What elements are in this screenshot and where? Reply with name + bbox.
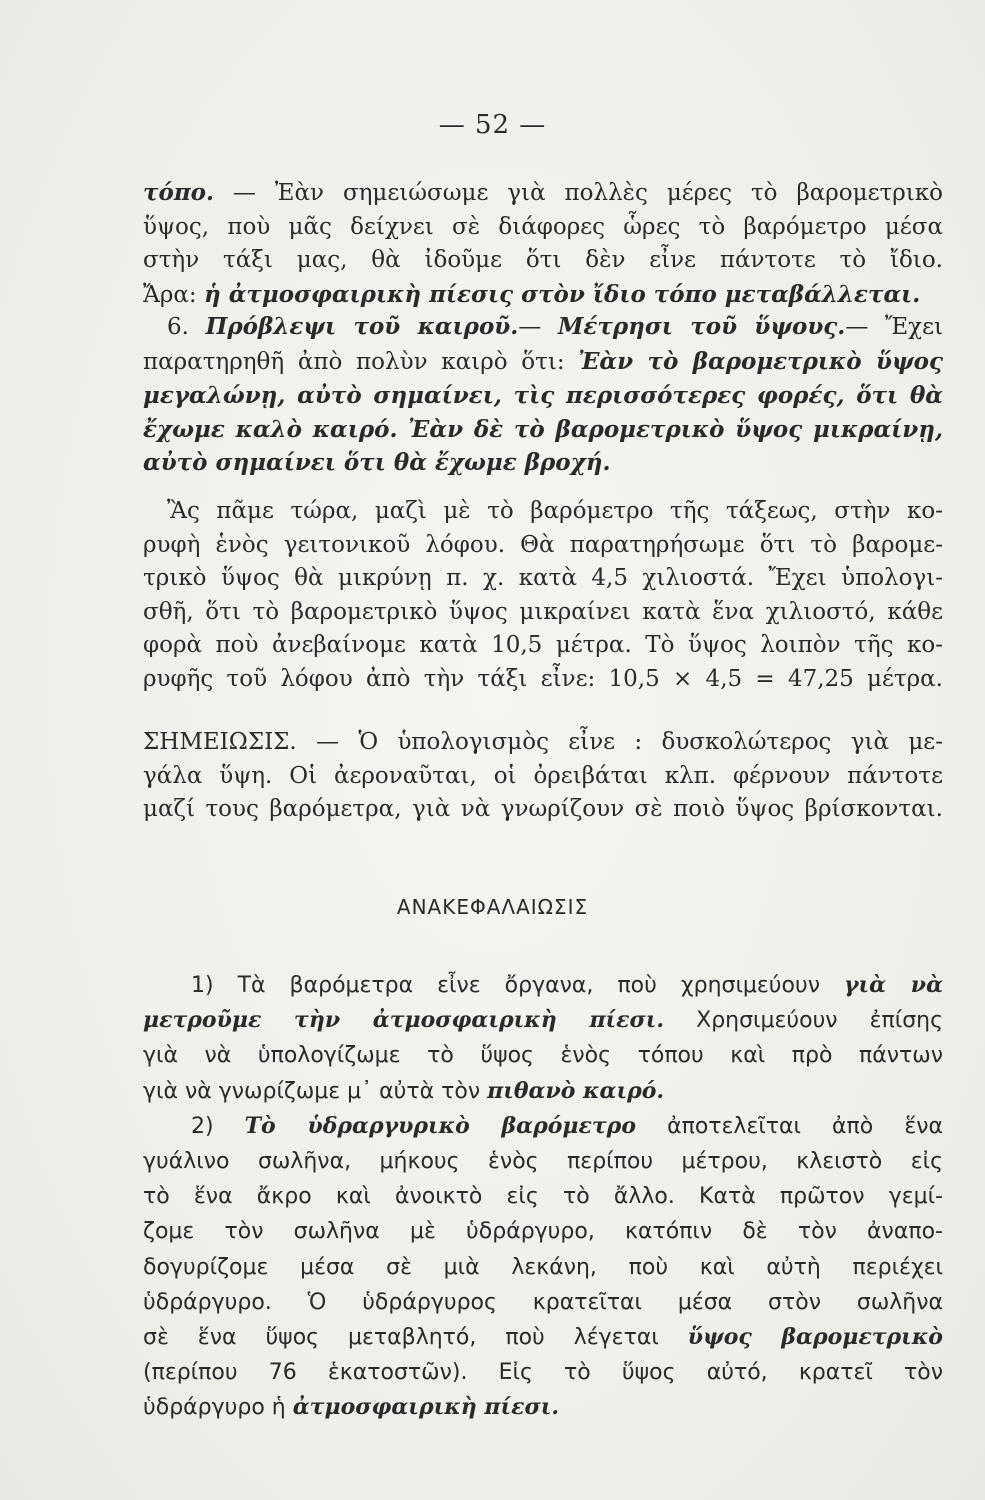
summary-heading: ΑΝΑΚΕΦΑΛΑΙΩΣΙΣ: [396, 895, 589, 919]
text-span: 1) Τὰ βαρόμετρα εἶνε ὄργανα, ποὺ χρησιμεύουν: [191, 973, 845, 998]
text-line: Ἂς πᾶμε τώρα, μαζὶ μὲ τὸ βαρόμετρο τῆς τάξεως, στὴν κο-: [167, 498, 943, 524]
text-line: γυάλινο σωλῆνα, μήκους ἑνὸς περίπου μέτρου, κλειστὸ εἰς: [143, 1149, 943, 1175]
text-line: ὕψος, ποὺ μᾶς δείχνει σὲ διάφορες ὧρες τὸ βαρόμετρο μέσα: [143, 213, 943, 240]
section-title: Πρόβλεψι τοῦ καιροῦ.: [205, 313, 519, 340]
text-line: στὴν τάξι μας, θὰ ἰδοῦμε ὅτι δὲν εἶνε πάντοτε τὸ ἴδιο.: [143, 247, 943, 273]
emphasis-text: ὕψος βαρομετρικὸ: [687, 1324, 943, 1351]
note-label: ΣΗΜΕΙΩΣΙΣ.: [143, 729, 297, 755]
text-line: αὐτὸ σημαίνει ὅτι θὰ ἔχωμε βροχή.: [143, 449, 611, 476]
emphasis-text: μετροῦμε τὴν ἀτμοσφαιρικὴ πίεσι.: [143, 1007, 665, 1034]
text-span: Χρησιμεύουν ἐπίσης: [664, 1008, 943, 1034]
text-line: γιὰ νὰ ὑπολογίζωμε τὸ ὕψος ἑνὸς τόπου καὶ πρὸ πάντων: [143, 1043, 943, 1069]
text-span: Ἄρα:: [143, 281, 204, 308]
text-span: — Ἔχει: [845, 314, 943, 340]
text-span: ὑδράργυρο ἡ: [143, 1395, 293, 1421]
text-line: μαζί τους βαρόμετρα, γιὰ νὰ γνωρίζουν σὲ ποιὸ ὕψος βρίσκονται.: [143, 796, 943, 822]
text-line: τὸ ἕνα ἄκρο καὶ ἀνοικτὸ εἰς τὸ ἄλλο. Κατὰ πρῶτον γεμί-: [143, 1184, 943, 1210]
section-number: 6.: [167, 314, 206, 340]
text-line: ρυφὴ ἑνὸς γειτονικοῦ λόφου. Θὰ παρατηρήσωμε ὅτι τὸ βαρομε-: [143, 531, 943, 558]
text-line: [143, 1109, 943, 1144]
emphasis-text: πιθανὸ καιρό.: [487, 1077, 665, 1104]
text-line: ὑδράργυρο. Ὁ ὑδράργυρος κρατεῖται μέσα στὸν σωλῆνα: [143, 1289, 943, 1315]
text-span: 2): [191, 1113, 245, 1139]
text-line: [143, 1003, 943, 1038]
page-number: — 52 —: [438, 110, 547, 140]
emphasis-text: τόπο.: [143, 179, 214, 206]
emphasis-text: Ἐὰν τὸ βαρομετρικὸ ὕψος: [578, 347, 943, 375]
emphasis-text: ἡ ἀτμοσφαιρικὴ πίεσις στὸν ἴδιο τόπο μεταβάλλεται.: [204, 280, 921, 308]
paragraph-height-measurement: [143, 495, 943, 696]
text-line: [143, 1074, 943, 1109]
text-span: — Ὁ ὑπολογισμὸς εἶνε : δυσκολώτερος γιὰ με-: [296, 729, 943, 755]
text-span: σὲ ἕνα ὕψος μεταβλητό, ποὺ λέγεται: [143, 1325, 688, 1351]
text-line: [143, 968, 943, 1003]
text-line: ἔχωμε καλὸ καιρό. Ἐὰν δὲ τὸ βαρομετρικὸ ὕψος μικραίνῃ,: [143, 415, 943, 443]
paragraph-barometric-variation: [143, 176, 943, 312]
text-line: [143, 1320, 943, 1355]
summary-section: [143, 968, 943, 1426]
emphasis-text: Τὸ ὑδραργυρικὸ βαρόμετρο: [244, 1112, 636, 1139]
text-span: γιὰ νὰ γνωρίζωμε μ᾿ αὐτὰ τὸν: [143, 1078, 488, 1104]
paragraph-weather-prediction: [143, 310, 943, 480]
note-paragraph: [143, 726, 943, 827]
text-line: [143, 310, 943, 345]
emphasis-text: ἀτμοσφαιρικὴ πίεσι.: [292, 1394, 560, 1421]
text-line: [143, 1390, 943, 1425]
text-line: [143, 278, 943, 313]
text-line: φορὰ ποὺ ἀνεβαίνομε κατὰ 10,5 μέτρα. Τὸ ὕψος λοιπὸν τῆς κο-: [143, 632, 943, 658]
text-span: — Ἐὰν σημειώσωμε γιὰ πολλὲς μέρες τὸ βαρομετρικὸ: [214, 180, 943, 206]
text-span: ἀποτελεῖται ἀπὸ ἕνα: [636, 1113, 943, 1139]
text-line: [143, 176, 943, 211]
text-line: ζομε τὸν σωλῆνα μὲ ὑδράργυρο, κατόπιν δὲ τὸν ἀναπο-: [143, 1219, 943, 1245]
text-line: γάλα ὕψη. Οἱ ἀεροναῦται, οἱ ὀρειβάται κλπ. φέρνουν πάντοτε: [143, 762, 943, 789]
text-line: σθῆ, ὅτι τὸ βαρομετρικὸ ὕψος μικραίνει κατὰ ἕνα χιλιοστό, κάθε: [143, 598, 943, 625]
text-line: (περίπου 76 ἑκατοστῶν). Εἰς τὸ ὕψος αὐτό, κρατεῖ τὸν: [143, 1360, 943, 1386]
text-line: μεγαλώνῃ, αὐτὸ σημαίνει, τὶς περισσότερες φορές, ὅτι θὰ: [143, 382, 943, 409]
text-line: δογυρίζομε μέσα σὲ μιὰ λεκάνη, ποὺ καὶ αὐτὴ περιέχει: [143, 1254, 943, 1280]
emphasis-text: γιὰ νὰ: [844, 972, 943, 998]
section-title: Μέτρησι τοῦ ὕψους.: [557, 313, 846, 340]
text-span: —: [518, 314, 558, 340]
text-line: [143, 726, 943, 760]
text-line: ρυφῆς τοῦ λόφου ἀπὸ τὴν τάξι εἶνε: 10,5 × 4,5 = 47,25 μέτρα.: [143, 665, 943, 692]
text-span: παρατηρηθῆ ἀπὸ πολὺν καιρὸ ὅτι:: [143, 348, 579, 375]
text-line: [143, 345, 943, 380]
text-line: τρικὸ ὕψος θὰ μικρύνῃ π. χ. κατὰ 4,5 χιλιοστά. Ἔχει ὑπολογι-: [143, 565, 943, 591]
